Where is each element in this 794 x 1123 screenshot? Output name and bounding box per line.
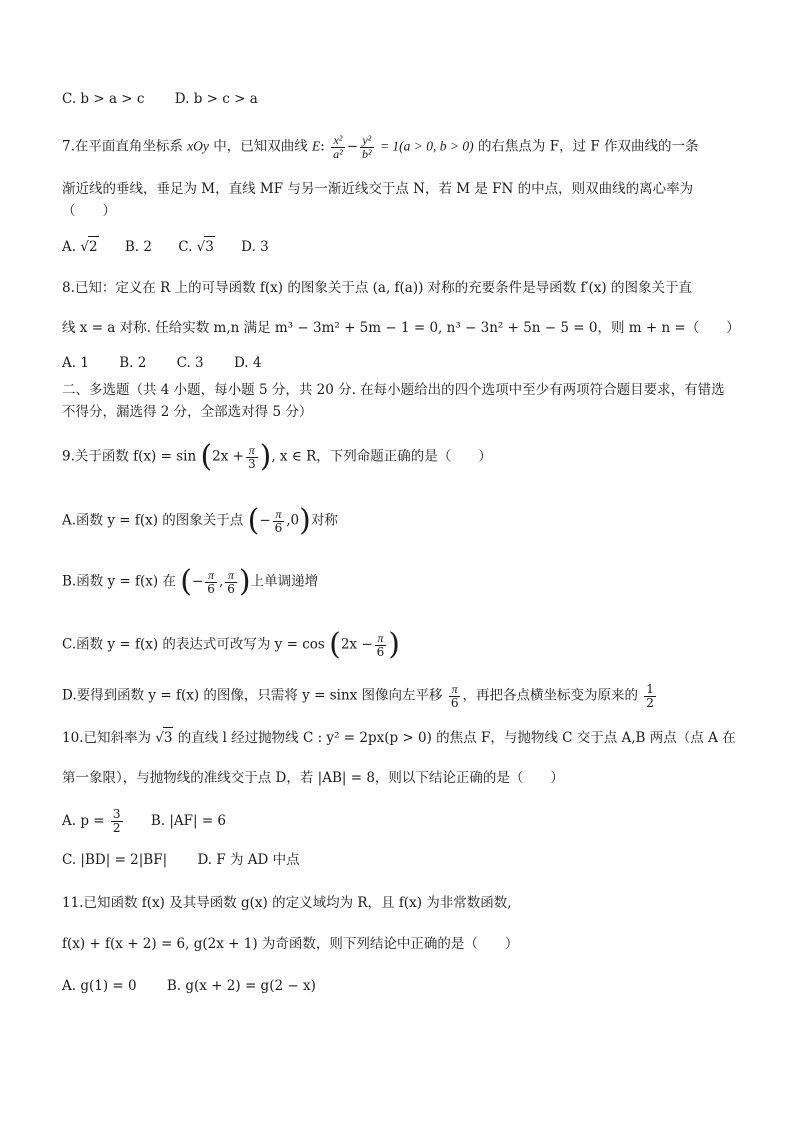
- frac-den: 2: [112, 820, 121, 835]
- frac-den: 6: [227, 581, 235, 596]
- q7-option-c: C. √3: [178, 239, 215, 255]
- frac-num: π: [273, 508, 285, 522]
- section-header-line1: 二、多选题（共 4 小题，每小题 5 分，共 20 分. 在每小题给出的四个选项中至少有两项符合题目要求，有错选: [62, 382, 725, 398]
- q9-a-fraction: [273, 508, 285, 534]
- q10-option-c: C. |BD| = 2|BF|: [62, 852, 168, 868]
- comma: ,: [218, 573, 224, 590]
- q9-b-fraction-1: [205, 569, 217, 595]
- q9-d-fraction-half: [644, 683, 656, 709]
- q10-stem-line2: 第一象限），与抛物线的准线交于点 D，若 |AB| = 8，则以下结论正确的是（ ）: [62, 770, 564, 786]
- radicand: 3: [204, 236, 215, 257]
- frac-num: y²: [360, 134, 374, 148]
- frac-den: b²: [362, 146, 372, 161]
- q9-option-d: [62, 683, 658, 709]
- paren-right: ): [238, 564, 251, 600]
- q6-option-d: D. b > c > a: [174, 91, 258, 107]
- q8-option-c: C. 3: [176, 355, 204, 371]
- section-header-line2: 不得分，漏选得 2 分，全部选对得 5 分）: [62, 404, 313, 420]
- q9-text: , x ∈ R，下列命题正确的是（ ）: [271, 448, 492, 465]
- q9-arg: 2x +: [212, 448, 244, 465]
- q7-coord-system: xOy: [187, 138, 209, 154]
- q10-options-row1: [62, 808, 226, 834]
- q6-option-c: C. b > a > c: [62, 91, 145, 107]
- label: A.: [62, 239, 77, 255]
- q7-fraction-x: [331, 134, 345, 160]
- paren-left: (: [180, 564, 192, 600]
- frac-den: 6: [376, 644, 385, 659]
- q8-option-d: D. 4: [233, 355, 262, 371]
- q10-option-d: D. F 为 AD 中点: [197, 852, 300, 868]
- q7-option-a: A. √2: [62, 239, 99, 255]
- q9-d-text: D.要得到函数 y = f(x) 的图像，只需将 y = sinx 图像向左平移: [62, 687, 443, 704]
- q9-option-a: [62, 503, 338, 539]
- frac-num: π: [205, 569, 217, 583]
- paren-right: ): [259, 439, 272, 475]
- q9-text: 9.关于函数 f(x) = sin: [62, 448, 197, 465]
- label: C.: [178, 239, 193, 255]
- q9-b-fraction-2: [225, 569, 237, 595]
- frac-num: π: [225, 569, 237, 583]
- q9-d-fraction-shift: [449, 683, 461, 709]
- label: A. p =: [62, 812, 105, 829]
- q10-stem-line1: 10.已知斜率为 √3 的直线 l 经过抛物线 C : y² = 2px(p > 0) 的焦点 F，与抛物线 C 交于点 A,B 两点（点 A 在: [62, 727, 736, 748]
- q9-c-arg: 2x −: [340, 636, 373, 653]
- q8-stem-line2: 线 x = a 对称. 任给实数 m,n 满足 m³ − 3m² + 5m − 1 = 0, n³ − 3n² + 5n − 5 = 0，则 m + n =（ ）: [62, 320, 740, 336]
- paren-right: ): [299, 503, 311, 539]
- q9-a-text: A.函数 y = f(x) 的图象关于点: [62, 512, 244, 529]
- q10-text: 10.已知斜率为: [62, 730, 151, 746]
- q9-c-fraction: [375, 632, 387, 658]
- q8-options: [62, 353, 261, 373]
- frac-num: π: [375, 632, 387, 646]
- q9-option-b: [62, 564, 319, 600]
- q10-option-b: B. |AF| = 6: [150, 812, 227, 829]
- q7-text: 7.在平面直角坐标系: [62, 138, 183, 155]
- q11-stem-line1: 11.已知函数 f(x) 及其导函数 g(x) 的定义域均为 R，且 f(x) 为非常数函数,: [62, 895, 512, 911]
- q10-option-a: [62, 807, 125, 835]
- q7-option-b: B. 2: [124, 239, 152, 255]
- q9-a-text: 对称: [310, 512, 338, 529]
- frac-num: x²: [331, 134, 345, 148]
- q8-option-b: B. 2: [119, 355, 147, 371]
- q7-stem-line2: 渐近线的垂线，垂足为 M，直线 MF 与另一渐近线交于点 N，若 M 是 FN 的中点，则双曲线的离心率为: [62, 181, 694, 197]
- q9-stem: [62, 439, 492, 475]
- q7-fraction-y: [360, 134, 374, 160]
- frac-den: a²: [333, 146, 343, 161]
- q10-fraction: [111, 808, 123, 834]
- q10-text: 的直线 l 经过抛物线 C : y² = 2px(p > 0) 的焦点 F，与抛物线 C 交于点 A,B 两点（点 A 在: [177, 730, 736, 746]
- q7-option-d: D. 3: [241, 239, 269, 255]
- frac-num: 3: [112, 807, 121, 821]
- minus: −: [259, 512, 271, 529]
- frac-den: 3: [247, 456, 256, 471]
- q9-b-text: B.函数 y = f(x) 在: [62, 573, 176, 590]
- paren-left: (: [247, 503, 260, 539]
- paren-left: (: [200, 439, 213, 475]
- q7-curve-name: E: [312, 138, 321, 154]
- q9-d-text: ，再把各点横坐标变为原来的: [462, 687, 638, 704]
- q11-options: [62, 976, 316, 996]
- q9-b-text: 上单调递增: [250, 573, 319, 590]
- q6-options: [62, 89, 258, 109]
- frac-num: π: [449, 683, 461, 697]
- q11-stem-line2: f(x) + f(x + 2) = 6, g(2x + 1) 为奇函数，则下列结论中正确的是（ ）: [62, 936, 519, 952]
- q7-condition: = 1(a > 0, b > 0): [379, 138, 474, 154]
- q11-option-b: B. g(x + 2) = g(2 − x): [166, 978, 316, 994]
- frac-den: 6: [450, 695, 459, 710]
- q7-answer-blank: （ ）: [62, 203, 116, 219]
- q9-fraction-pi3: [246, 444, 258, 470]
- q9-a-point: ,0: [286, 512, 300, 529]
- frac-den: 2: [646, 695, 654, 710]
- radicand: 2: [88, 236, 99, 257]
- paren-left: (: [329, 627, 341, 663]
- q9-option-c: [62, 627, 401, 663]
- q7-options: [62, 236, 269, 257]
- q10-options-row2: [62, 850, 300, 870]
- paren-right: ): [388, 627, 401, 663]
- frac-den: 6: [207, 581, 215, 596]
- frac-den: 6: [274, 520, 283, 535]
- minus: −: [191, 573, 204, 590]
- q8-option-a: A. 1: [62, 355, 89, 371]
- frac-num: π: [246, 444, 258, 458]
- q7-stem-line1: 7.在平面直角坐标系 xOy 中，已知双曲线 E: $\frac{\text{x²}}{\text{a²}}$ − $\frac{\text{y²}}{\text{b²}}$ = 1(a > 0, b > 0) 的右焦点为 F，过 F 作双曲线的一条: [62, 133, 699, 161]
- q9-c-text: C.函数 y = f(x) 的表达式可改写为 y = cos: [62, 636, 325, 653]
- frac-num: 1: [646, 682, 654, 696]
- q11-option-a: A. g(1) = 0: [62, 978, 137, 994]
- q8-stem-line1: 8.已知：定义在 R 上的可导函数 f(x) 的图象关于点 (a, f(a)) 对称的充要条件是导函数 f′(x) 的图象关于直: [62, 280, 692, 296]
- q7-text: 中，已知双曲线: [213, 138, 308, 155]
- q7-text: 的右焦点为 F，过 F 作双曲线的一条: [477, 138, 699, 155]
- radicand: 3: [163, 727, 174, 748]
